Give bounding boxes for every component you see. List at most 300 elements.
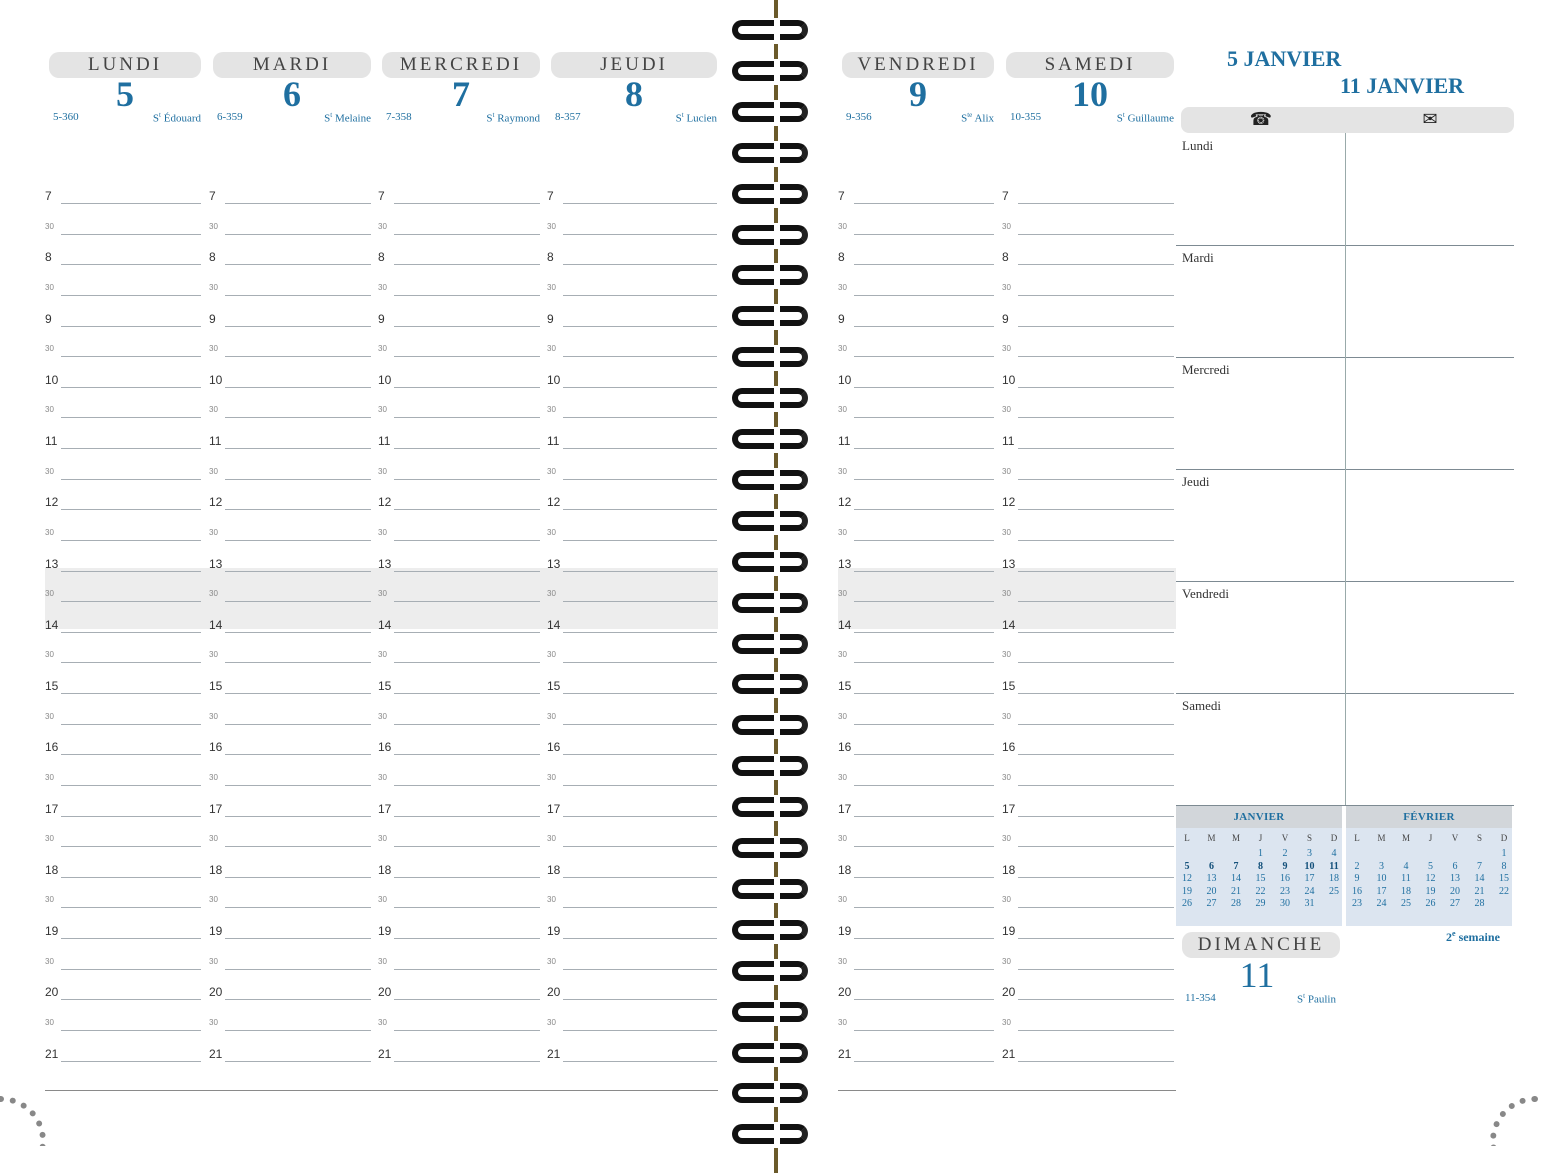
mini-day[interactable]: 21 — [1231, 885, 1241, 897]
hour-slot[interactable] — [1002, 558, 1176, 572]
half-hour-slot[interactable] — [547, 282, 719, 296]
mini-day[interactable]: 5 — [1428, 860, 1433, 872]
hour-slot[interactable] — [209, 619, 373, 633]
half-hour-slot[interactable] — [547, 1017, 719, 1031]
half-hour-slot[interactable] — [45, 588, 203, 602]
half-hour-slot[interactable] — [209, 404, 373, 418]
half-hour-slot[interactable] — [378, 1017, 542, 1031]
half-hour-slot[interactable] — [838, 466, 996, 480]
mini-day[interactable]: 23 — [1352, 898, 1362, 909]
half-hour-slot[interactable] — [1002, 466, 1176, 480]
half-hour-slot[interactable] — [45, 772, 203, 786]
hour-slot[interactable] — [209, 558, 373, 572]
hour-slot[interactable] — [378, 803, 542, 817]
half-hour-slot[interactable] — [1002, 711, 1176, 725]
hour-slot[interactable] — [209, 986, 373, 1000]
hour-slot[interactable] — [209, 1048, 373, 1062]
hour-slot[interactable] — [45, 1048, 203, 1062]
slot-line — [394, 877, 540, 878]
mini-day[interactable]: 5 — [1184, 860, 1190, 872]
week-end-title: 11 JANVIER — [1340, 73, 1465, 98]
half-hour-slot[interactable] — [1002, 956, 1176, 970]
hour-slot[interactable] — [1002, 251, 1176, 265]
half-hour-slot[interactable] — [209, 343, 373, 357]
half-hour-slot[interactable] — [378, 833, 542, 847]
mini-day[interactable]: 24 — [1304, 885, 1315, 897]
mini-day[interactable]: 16 — [1280, 873, 1290, 884]
hour-label: 10 — [547, 372, 561, 387]
half-hour-slot[interactable] — [838, 956, 996, 970]
mini-day[interactable]: 29 — [1255, 898, 1266, 909]
day-of-year-code: 8-357 — [555, 111, 581, 123]
half-hour-slot[interactable] — [1002, 221, 1176, 235]
mini-day[interactable]: 11 — [1329, 860, 1339, 872]
half-hour-slot[interactable] — [45, 282, 203, 296]
ring-gap — [774, 550, 780, 576]
half-hour-slot[interactable] — [1002, 772, 1176, 786]
half-hour-slot[interactable] — [838, 343, 996, 357]
hour-slot[interactable] — [547, 741, 719, 755]
half-hour-slot[interactable] — [838, 772, 996, 786]
mini-day[interactable]: 16 — [1352, 885, 1362, 897]
half-hour-slot[interactable] — [378, 282, 542, 296]
half-hour-slot[interactable] — [45, 221, 203, 235]
hour-slot[interactable] — [547, 803, 719, 817]
hour-slot[interactable] — [45, 313, 203, 327]
mini-day[interactable]: 3 — [1379, 860, 1384, 872]
half-hour-label: 30 — [45, 221, 54, 231]
mini-day[interactable]: 24 — [1376, 898, 1387, 909]
half-hour-slot[interactable] — [1002, 343, 1176, 357]
half-hour-slot[interactable] — [1002, 527, 1176, 541]
day-of-year-code: 9-356 — [846, 111, 872, 123]
hour-slot[interactable] — [838, 374, 996, 388]
slot-line — [854, 999, 994, 1000]
mini-day[interactable]: 9 — [1354, 873, 1360, 884]
hour-label: 8 — [209, 250, 216, 265]
hour-slot[interactable] — [378, 190, 542, 204]
mini-day[interactable]: 26 — [1182, 898, 1192, 909]
mini-day[interactable]: 12 — [1425, 873, 1436, 884]
half-hour-slot[interactable] — [378, 894, 542, 908]
mini-day[interactable]: 25 — [1329, 885, 1339, 897]
slot-line — [394, 846, 540, 847]
half-hour-slot[interactable] — [209, 772, 373, 786]
hour-slot[interactable] — [1002, 374, 1176, 388]
hour-slot[interactable] — [547, 251, 719, 265]
mini-day[interactable]: 8 — [1258, 860, 1263, 872]
hour-slot[interactable] — [1002, 986, 1176, 1000]
half-hour-slot[interactable] — [209, 833, 373, 847]
hour-slot[interactable] — [838, 435, 996, 449]
mini-day[interactable]: 21 — [1474, 885, 1485, 897]
half-hour-slot[interactable] — [209, 894, 373, 908]
slot-line — [563, 724, 717, 725]
mini-day[interactable]: 12 — [1182, 873, 1192, 884]
hour-slot[interactable] — [209, 680, 373, 694]
hour-slot[interactable] — [209, 313, 373, 327]
half-hour-slot[interactable] — [209, 221, 373, 235]
half-hour-slot[interactable] — [378, 343, 542, 357]
hour-slot[interactable] — [1002, 803, 1176, 817]
half-hour-slot[interactable] — [838, 894, 996, 908]
half-hour-slot[interactable] — [547, 772, 719, 786]
half-hour-slot[interactable] — [547, 588, 719, 602]
mini-day[interactable]: 1 — [1501, 848, 1507, 859]
mini-day[interactable]: 7 — [1477, 860, 1482, 872]
hour-slot[interactable] — [378, 741, 542, 755]
slot-line — [1018, 969, 1174, 970]
mini-day[interactable]: 18 — [1329, 873, 1339, 884]
hour-slot[interactable] — [838, 986, 996, 1000]
hour-slot[interactable] — [209, 374, 373, 388]
hour-slot[interactable] — [547, 680, 719, 694]
hour-slot[interactable] — [838, 925, 996, 939]
slot-line — [61, 816, 201, 817]
mini-day[interactable]: 6 — [1452, 860, 1458, 872]
mini-day[interactable]: 10 — [1376, 873, 1387, 884]
half-hour-slot[interactable] — [209, 588, 373, 602]
mini-day[interactable]: 15 — [1255, 873, 1266, 884]
hour-slot[interactable] — [838, 741, 996, 755]
hour-slot[interactable] — [547, 558, 719, 572]
mini-day[interactable]: 13 — [1450, 873, 1460, 884]
mini-day[interactable]: 28 — [1231, 898, 1241, 909]
hour-slot[interactable] — [209, 435, 373, 449]
hour-slot[interactable] — [547, 986, 719, 1000]
half-hour-slot[interactable] — [547, 711, 719, 725]
half-hour-slot[interactable] — [838, 1017, 996, 1031]
hour-label: 14 — [378, 617, 392, 632]
hour-slot[interactable] — [45, 435, 203, 449]
hour-slot[interactable] — [45, 190, 203, 204]
half-hour-slot[interactable] — [209, 1017, 373, 1031]
day-number: 5 — [116, 74, 134, 114]
hour-slot[interactable] — [45, 496, 203, 510]
mini-day[interactable]: 2 — [1282, 848, 1288, 859]
mini-day[interactable]: 23 — [1280, 885, 1290, 897]
half-hour-slot[interactable] — [378, 527, 542, 541]
mini-day[interactable]: 10 — [1304, 860, 1315, 872]
half-hour-slot[interactable] — [378, 221, 542, 235]
hour-slot[interactable] — [838, 1048, 996, 1062]
hour-slot[interactable] — [209, 925, 373, 939]
ring-gap — [774, 672, 780, 698]
hour-slot[interactable] — [838, 496, 996, 510]
mini-day[interactable]: 19 — [1425, 885, 1436, 897]
hour-slot[interactable] — [45, 619, 203, 633]
hour-slot[interactable] — [838, 680, 996, 694]
hour-slot[interactable] — [547, 313, 719, 327]
hour-label: 15 — [378, 679, 392, 694]
hour-slot[interactable] — [838, 190, 996, 204]
half-hour-label: 30 — [378, 589, 387, 599]
mini-day[interactable]: 30 — [1280, 898, 1290, 909]
hour-label: 19 — [1002, 924, 1016, 939]
hour-slot[interactable] — [45, 558, 203, 572]
hour-slot[interactable] — [547, 619, 719, 633]
slot-line — [394, 417, 540, 418]
hour-slot[interactable] — [378, 435, 542, 449]
half-hour-slot[interactable] — [378, 404, 542, 418]
half-hour-slot[interactable] — [838, 221, 996, 235]
half-hour-slot[interactable] — [378, 588, 542, 602]
mini-day[interactable]: 18 — [1401, 885, 1411, 897]
hour-slot[interactable] — [209, 190, 373, 204]
hour-slot[interactable] — [378, 313, 542, 327]
half-hour-slot[interactable] — [547, 894, 719, 908]
slot-line — [225, 1030, 371, 1031]
hour-slot[interactable] — [838, 313, 996, 327]
mini-day[interactable]: 27 — [1450, 898, 1460, 909]
mini-day[interactable]: 4 — [1403, 860, 1409, 872]
sunday-saint-name: $S^t$ Paulin — [1297, 992, 1336, 1006]
half-hour-slot[interactable] — [1002, 404, 1176, 418]
hour-label: 9 — [45, 311, 52, 326]
half-hour-slot[interactable] — [1002, 649, 1176, 663]
slot-line — [854, 754, 994, 755]
hour-slot[interactable] — [378, 374, 542, 388]
half-hour-slot[interactable] — [1002, 894, 1176, 908]
half-hour-slot[interactable] — [45, 1017, 203, 1031]
mini-day[interactable]: 27 — [1206, 898, 1217, 909]
slot-line — [394, 754, 540, 755]
hour-slot[interactable] — [1002, 1048, 1176, 1062]
half-hour-slot[interactable] — [838, 833, 996, 847]
hour-label: 13 — [378, 556, 392, 571]
hour-slot[interactable] — [45, 374, 203, 388]
hour-slot[interactable] — [378, 1048, 542, 1062]
half-hour-slot[interactable] — [378, 649, 542, 663]
hour-slot[interactable] — [838, 251, 996, 265]
hour-slot[interactable] — [547, 374, 719, 388]
hour-label: 7 — [1002, 189, 1009, 203]
half-hour-slot[interactable] — [838, 711, 996, 725]
slot-line — [563, 479, 717, 480]
hour-slot[interactable] — [378, 496, 542, 510]
hour-slot[interactable] — [45, 741, 203, 755]
half-hour-slot[interactable] — [45, 894, 203, 908]
hour-slot[interactable] — [45, 864, 203, 878]
hour-label: 16 — [378, 740, 392, 755]
mini-day[interactable]: 25 — [1401, 898, 1411, 909]
hour-slot[interactable] — [1002, 741, 1176, 755]
mini-day[interactable]: 28 — [1474, 898, 1485, 909]
hour-slot[interactable] — [547, 496, 719, 510]
mini-day[interactable]: 2 — [1354, 860, 1360, 872]
hour-slot[interactable] — [1002, 864, 1176, 878]
half-hour-slot[interactable] — [45, 711, 203, 725]
mini-day[interactable]: 1 — [1258, 848, 1263, 859]
half-hour-slot[interactable] — [209, 466, 373, 480]
spiral-ring — [732, 1081, 808, 1107]
half-hour-slot[interactable] — [838, 588, 996, 602]
mini-day[interactable]: 6 — [1209, 860, 1214, 872]
half-hour-slot[interactable] — [378, 711, 542, 725]
hour-slot[interactable] — [838, 803, 996, 817]
slot-line — [1018, 234, 1174, 235]
half-hour-slot[interactable] — [378, 466, 542, 480]
hour-slot[interactable] — [547, 864, 719, 878]
slot-line — [854, 816, 994, 817]
mini-day[interactable]: 20 — [1450, 885, 1460, 897]
half-hour-slot[interactable] — [547, 221, 719, 235]
slot-line — [563, 356, 717, 357]
half-hour-slot[interactable] — [209, 956, 373, 970]
hour-slot[interactable] — [378, 680, 542, 694]
mini-day[interactable]: 14 — [1474, 873, 1485, 884]
half-hour-slot[interactable] — [547, 466, 719, 480]
hour-slot[interactable] — [547, 190, 719, 204]
mini-day[interactable]: 9 — [1282, 860, 1288, 872]
hour-slot[interactable] — [209, 741, 373, 755]
slot-line — [394, 264, 540, 265]
slot-line — [854, 417, 994, 418]
hour-slot[interactable] — [378, 864, 542, 878]
mini-day[interactable]: 14 — [1231, 873, 1241, 884]
half-hour-slot[interactable] — [838, 649, 996, 663]
spiral-ring — [732, 591, 808, 617]
half-hour-label: 30 — [378, 405, 387, 415]
half-hour-label: 30 — [378, 956, 387, 966]
half-hour-label: 30 — [209, 344, 218, 354]
hour-slot[interactable] — [45, 925, 203, 939]
hour-slot[interactable] — [838, 619, 996, 633]
mini-day[interactable]: 17 — [1304, 873, 1315, 884]
hour-label: 20 — [547, 985, 561, 1000]
hour-slot[interactable] — [838, 864, 996, 878]
mini-day[interactable]: 26 — [1425, 898, 1436, 909]
half-hour-slot[interactable] — [547, 649, 719, 663]
hour-slot[interactable] — [547, 435, 719, 449]
hour-slot[interactable] — [1002, 435, 1176, 449]
half-hour-slot[interactable] — [838, 282, 996, 296]
hour-slot[interactable] — [45, 986, 203, 1000]
mini-day[interactable]: 11 — [1401, 873, 1411, 884]
mini-day[interactable]: 20 — [1206, 885, 1217, 897]
slot-line — [225, 540, 371, 541]
slot-line — [394, 326, 540, 327]
half-hour-slot[interactable] — [45, 404, 203, 418]
hour-slot[interactable] — [1002, 619, 1176, 633]
mini-day[interactable]: 15 — [1499, 873, 1509, 884]
slot-line — [394, 540, 540, 541]
mini-day[interactable]: 19 — [1182, 885, 1192, 897]
half-hour-slot[interactable] — [547, 527, 719, 541]
hour-slot[interactable] — [45, 251, 203, 265]
half-hour-slot[interactable] — [838, 527, 996, 541]
half-hour-slot[interactable] — [209, 282, 373, 296]
hour-label: 20 — [209, 985, 223, 1000]
half-hour-slot[interactable] — [547, 956, 719, 970]
hour-slot[interactable] — [547, 1048, 719, 1062]
slot-line — [854, 295, 994, 296]
slot-line — [854, 907, 994, 908]
hour-slot[interactable] — [45, 803, 203, 817]
half-hour-slot[interactable] — [45, 343, 203, 357]
half-hour-slot[interactable] — [838, 404, 996, 418]
half-hour-slot[interactable] — [209, 527, 373, 541]
hour-slot[interactable] — [1002, 680, 1176, 694]
mini-day[interactable]: 22 — [1255, 885, 1266, 897]
mini-week-row — [1346, 848, 1512, 860]
half-hour-slot[interactable] — [45, 649, 203, 663]
half-hour-label: 30 — [378, 650, 387, 660]
hour-slot[interactable] — [209, 803, 373, 817]
half-hour-slot[interactable] — [547, 404, 719, 418]
hour-slot[interactable] — [378, 619, 542, 633]
slot-line — [225, 907, 371, 908]
hour-label: 15 — [209, 679, 223, 694]
mini-dayname: D — [1500, 833, 1508, 843]
slot-line — [854, 509, 994, 510]
hour-slot[interactable] — [378, 558, 542, 572]
half-hour-slot[interactable] — [45, 833, 203, 847]
half-hour-slot[interactable] — [45, 466, 203, 480]
hour-slot[interactable] — [838, 558, 996, 572]
slot-line — [61, 601, 201, 602]
summary-day-label: Mercredi — [1182, 362, 1230, 377]
slot-line — [61, 1061, 201, 1062]
slot-line — [1018, 1030, 1174, 1031]
slot-line — [394, 479, 540, 480]
half-hour-slot[interactable] — [1002, 833, 1176, 847]
half-hour-slot[interactable] — [547, 833, 719, 847]
half-hour-slot[interactable] — [209, 711, 373, 725]
hour-slot[interactable] — [378, 251, 542, 265]
half-hour-slot[interactable] — [547, 343, 719, 357]
mini-dayname: M — [1401, 833, 1410, 843]
half-hour-slot[interactable] — [45, 956, 203, 970]
hour-slot[interactable] — [1002, 496, 1176, 510]
mini-day[interactable]: 22 — [1499, 885, 1509, 897]
slot-line — [563, 295, 717, 296]
slot-line — [61, 999, 201, 1000]
mini-day[interactable]: 17 — [1376, 885, 1387, 897]
half-hour-slot[interactable] — [1002, 588, 1176, 602]
mini-day[interactable]: 8 — [1501, 860, 1507, 872]
half-hour-slot[interactable] — [378, 956, 542, 970]
slot-line — [61, 693, 201, 694]
ring-gap — [774, 836, 780, 862]
hour-label: 21 — [209, 1046, 223, 1061]
hour-slot[interactable] — [547, 925, 719, 939]
half-hour-slot[interactable] — [1002, 282, 1176, 296]
hour-slot[interactable] — [209, 251, 373, 265]
half-hour-slot[interactable] — [378, 772, 542, 786]
hour-slot[interactable] — [1002, 190, 1176, 204]
hour-slot[interactable] — [209, 496, 373, 510]
page-bottom-rule — [838, 1090, 1176, 1091]
hour-slot[interactable] — [209, 864, 373, 878]
hour-slot[interactable] — [1002, 925, 1176, 939]
half-hour-slot[interactable] — [209, 649, 373, 663]
hour-slot[interactable] — [1002, 313, 1176, 327]
mini-day[interactable]: 13 — [1206, 873, 1217, 884]
mini-day[interactable]: 7 — [1233, 860, 1239, 872]
half-hour-slot[interactable] — [1002, 1017, 1176, 1031]
mini-day[interactable]: 3 — [1307, 848, 1312, 859]
hour-slot[interactable] — [378, 986, 542, 1000]
slot-line — [225, 448, 371, 449]
hour-slot[interactable] — [45, 680, 203, 694]
hour-slot[interactable] — [378, 925, 542, 939]
half-hour-label: 30 — [838, 711, 847, 721]
mini-day[interactable]: 31 — [1304, 898, 1315, 909]
half-hour-slot[interactable] — [45, 527, 203, 541]
half-hour-label: 30 — [209, 1018, 218, 1027]
mini-day[interactable]: 4 — [1331, 848, 1337, 859]
